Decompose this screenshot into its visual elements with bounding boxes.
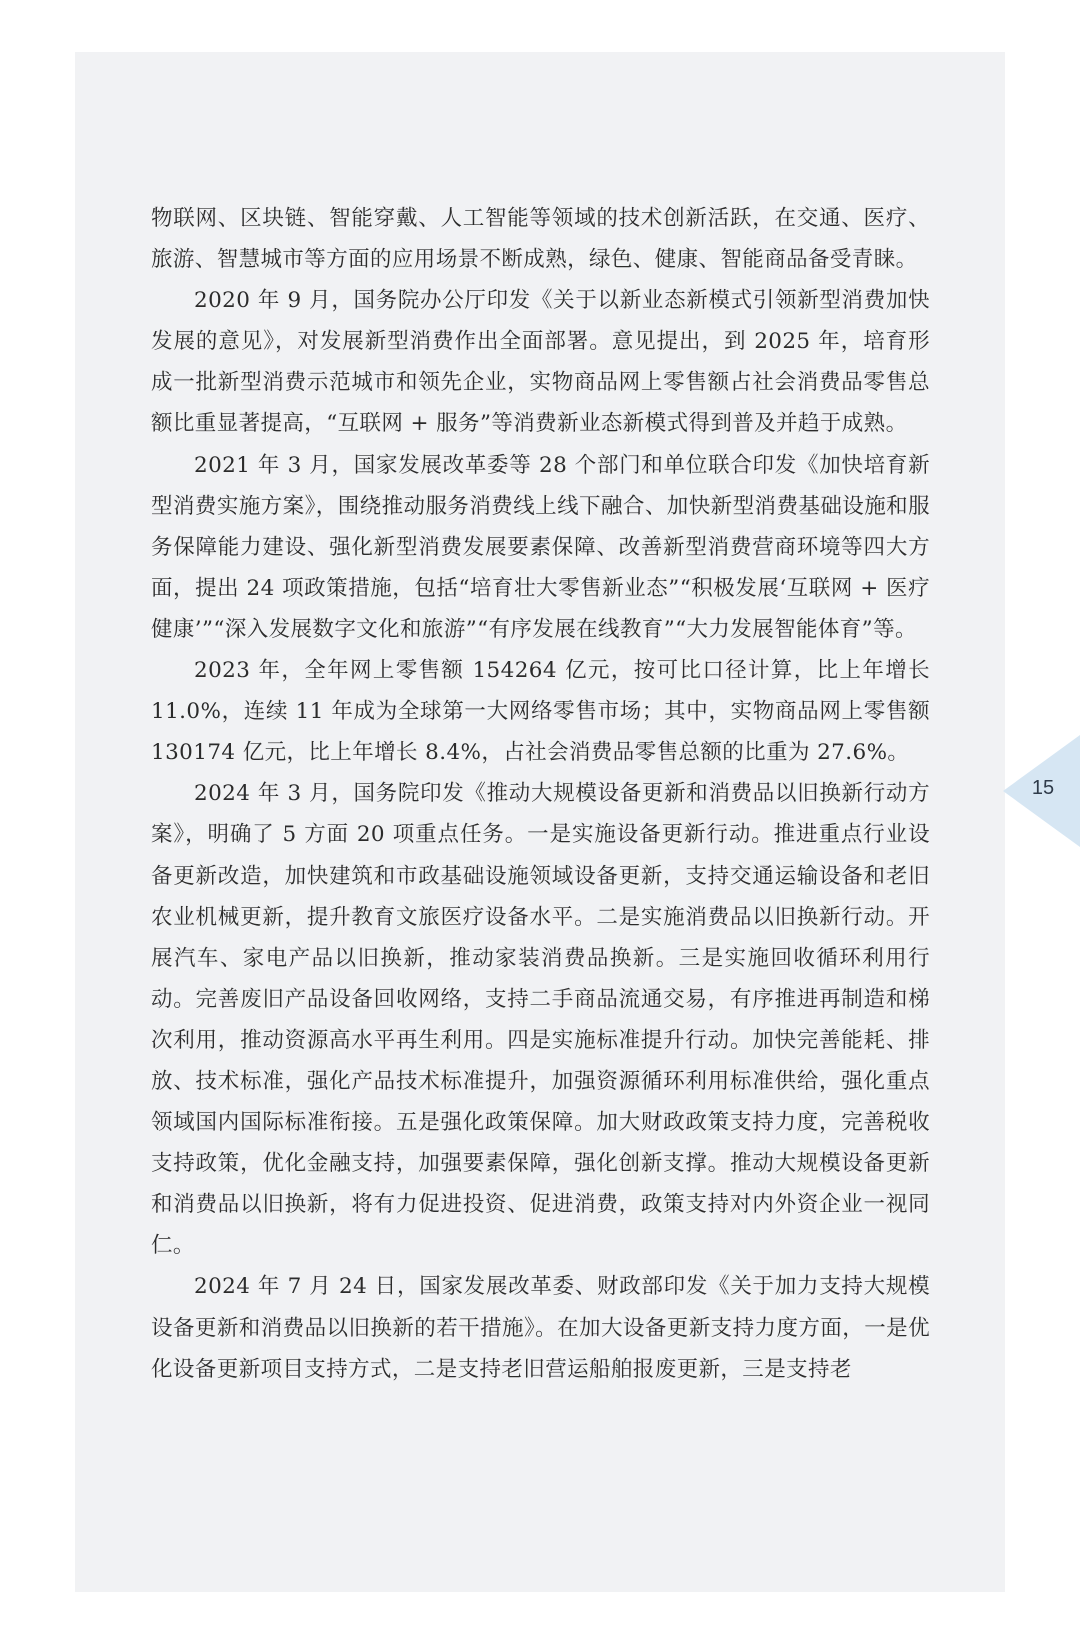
paragraph-2024-action-plan: 2024 年 3 月，国务院印发《推动大规模设备更新和消费品以旧换新行动方案》，明确了 5 方面 20 项重点任务。一是实施设备更新行动。推进重点行业设备更新改造，加快建筑和市政基础设施领域设备更新，支持交通运输设备和老旧农业机械更新，提升教育文旅医疗设备水平。二是实施消费品以旧换新行动。开展汽车、家电产品以旧换新，推动家装消费品换新。三是实施回收循环利用行动。完善废旧产品设备回收网络，支持二手商品流通交易，有序推进再制造和梯次利用，推动资源高水平再生利用。四是实施标准提升行动。加快完善能耗、排放、技术标准，强化产品技术标准提升，加强资源循环利用标准供给，强化重点领域国内国际标准衔接。五是强化政策保障。加大财政政策支持力度，完善税收支持政策，优化金融支持，加强要素保障，强化创新支撑。推动大规模设备更新和消费品以旧换新，将有力促进投资、促进消费，政策支持对内外资企业一视同仁。 bbox=[151, 781, 930, 1259]
paragraph-continuation: 物联网、区块链、智能穿戴、人工智能等领域的技术创新活跃，在交通、医疗、旅游、智慧城市等方面的应用场景不断成熟，绿色、健康、智能商品备受青睐。 bbox=[151, 206, 930, 273]
paragraph-2024-measures: 2024 年 7 月 24 日，国家发展改革委、财政部印发《关于加力支持大规模设备更新和消费品以旧换新的若干措施》。在加大设备更新支持力度方面，一是优化设备更新项目支持方式，二是支持老旧营运船舶报废更新，三是支持老 bbox=[151, 1274, 930, 1382]
page-number: 15 bbox=[1031, 777, 1055, 799]
paragraph-2023-online-retail: 2023 年，全年网上零售额 154264 亿元，按可比口径计算，比上年增长 11.0%，连续 11 年成为全球第一大网络零售市场；其中，实物商品网上零售额 130174 亿元，比上年增长 8.4%，占社会消费品零售总额的比重为 27.6%。 bbox=[151, 658, 930, 766]
paragraph-2020-opinion: 2020 年 9 月，国务院办公厅印发《关于以新业态新模式引领新型消费加快发展的意见》，对发展新型消费作出全面部署。意见提出，到 2025 年，培育形成一批新型消费示范城市和领先企业，实物商品网上零售额占社会消费品零售总额比重显著提高，“互联网 + 服务”等消费新业态新模式得到普及并趋于成熟。 bbox=[151, 288, 930, 437]
paragraph-2021-plan: 2021 年 3 月，国家发展改革委等 28 个部门和单位联合印发《加快培育新型消费实施方案》，围绕推动服务消费线上线下融合、加快新型消费基础设施和服务保障能力建设、强化新型消费发展要素保障、改善新型消费营商环境等四大方面，提出 24 项政策措施，包括“培育壮大零售新业态”“积极发展‘互联网 + 医疗健康’”“深入发展数字文化和旅游”“有序发展在线教育”“大力发展智能体育”等。 bbox=[151, 452, 930, 642]
body-text bbox=[151, 198, 930, 1390]
